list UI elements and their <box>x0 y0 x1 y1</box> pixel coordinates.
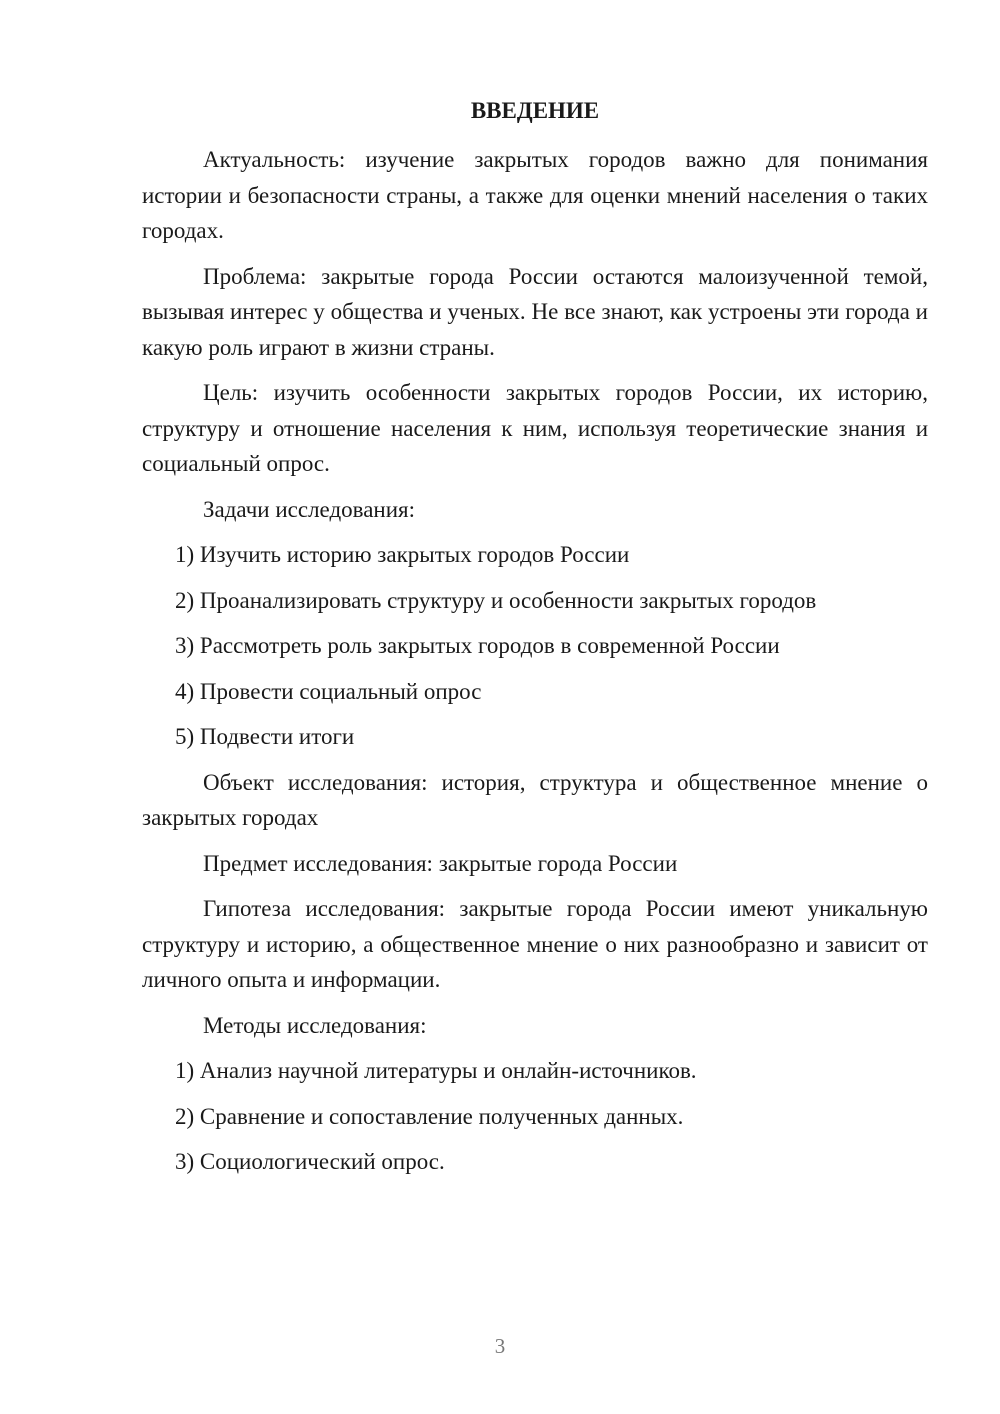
method-item: 1) Анализ научной литературы и онлайн-источников. <box>175 1058 697 1083</box>
subject-paragraph: Предмет исследования: закрытые города России <box>203 850 678 876</box>
document-page <box>142 96 928 1190</box>
tasks-heading: Задачи исследования: <box>203 496 416 522</box>
goal-paragraph: Цель: изучить особенности закрытых городов России, их историю, структуру и отношение населения к ним, используя теоретические знания и социальный опрос. <box>142 380 928 476</box>
page-number: 3 <box>494 1334 506 1358</box>
problem-paragraph: Проблема: закрытые города России остаются малоизученной темой, вызывая интерес у общества и ученых. Не все знают, как устроены эти города и какую роль играют в жизни страны. <box>142 263 928 360</box>
document-title: ВВЕДЕНИЕ <box>470 98 600 123</box>
task-item: 4) Провести социальный опрос <box>175 678 482 704</box>
method-item: 3) Социологический опрос. <box>175 1149 445 1174</box>
method-item: 2) Сравнение и сопоставление полученных данных. <box>175 1103 684 1129</box>
relevance-paragraph: Актуальность: изучение закрытых городов важно для понимания истории и безопасности страны, а также для оценки мнений населения о таких городах. <box>142 147 928 243</box>
task-item: 1) Изучить историю закрытых городов России <box>175 542 630 567</box>
methods-heading: Методы исследования: <box>203 1012 427 1038</box>
task-item: 5) Подвести итоги <box>175 724 355 749</box>
hypothesis-paragraph: Гипотеза исследования: закрытые города России имеют уникальную структуру и историю, а общественное мнение о них разнообразно и зависит от личного опыта и информации. <box>142 896 928 992</box>
task-item: 3) Рассмотреть роль закрытых городов в современной России <box>175 633 780 658</box>
task-item: 2) Проанализировать структуру и особенности закрытых городов <box>175 587 817 613</box>
object-paragraph: Объект исследования: история, структура и общественное мнение о закрытых городах <box>142 769 928 830</box>
